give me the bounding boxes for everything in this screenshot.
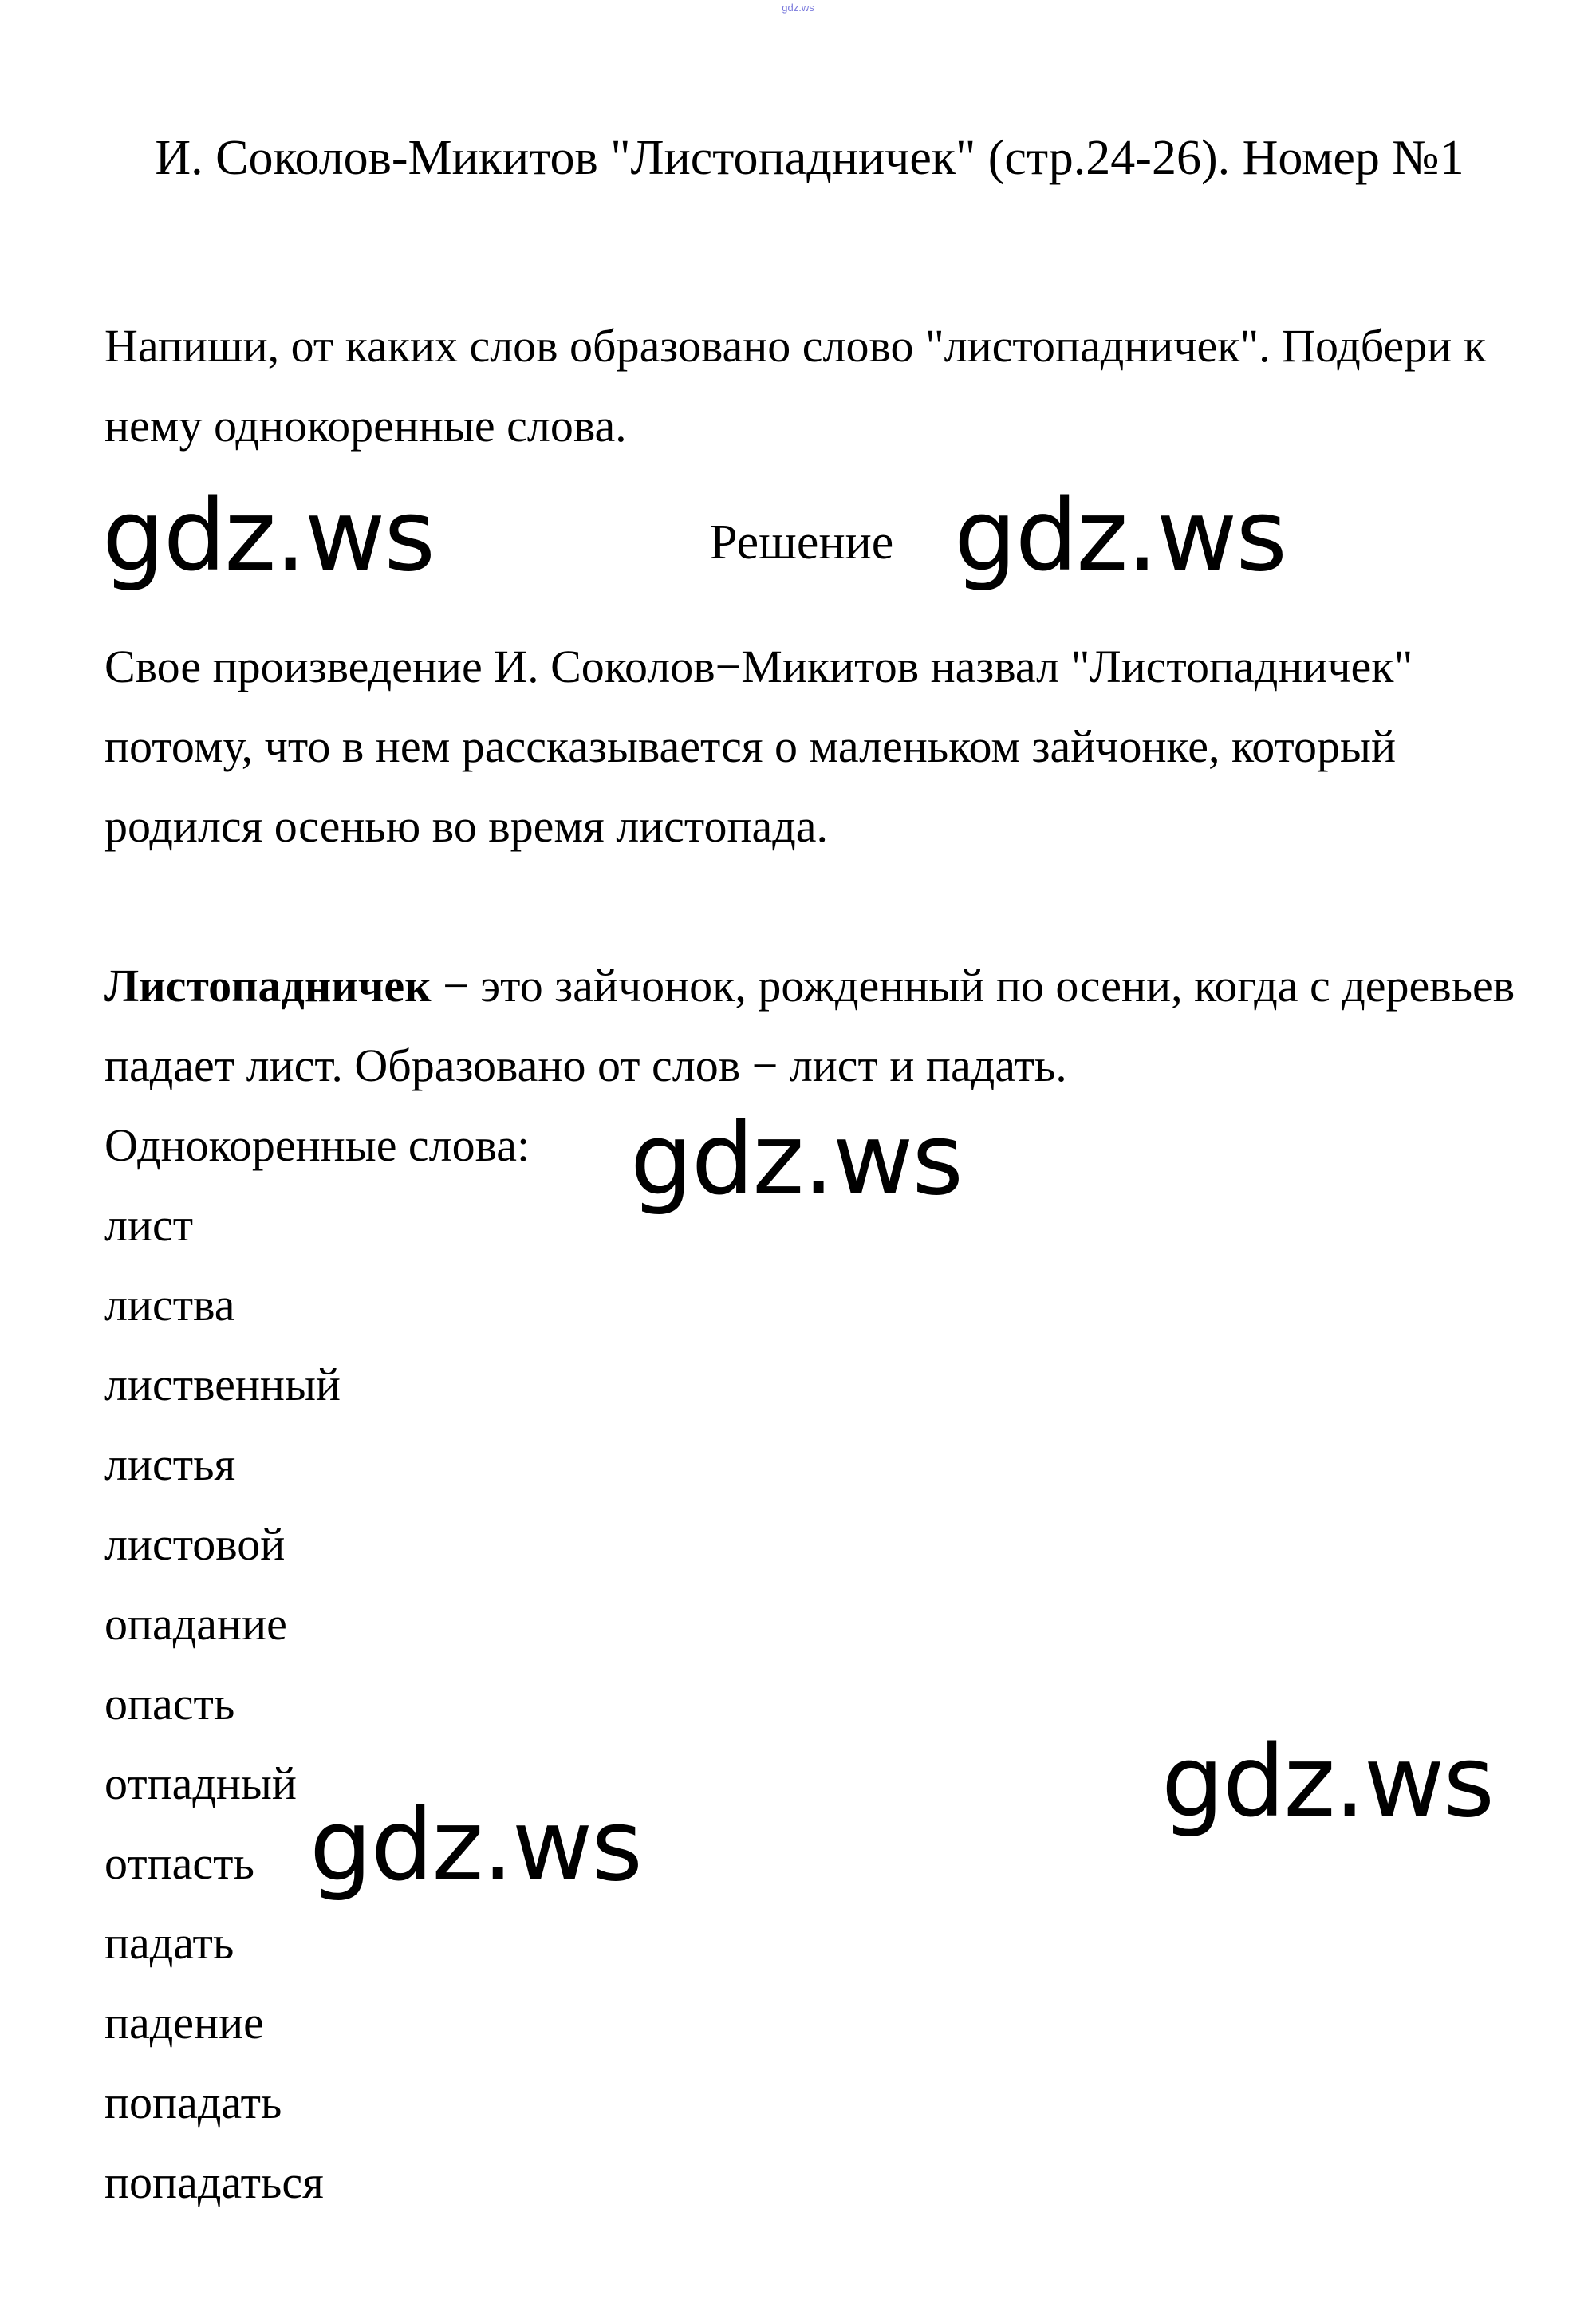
watermark: gdz.ws <box>954 479 1286 594</box>
list-item: отпасть <box>104 1837 254 1889</box>
watermark: gdz.ws <box>102 479 434 594</box>
definition-term: Листопадничек <box>104 960 432 1012</box>
list-item: попадаться <box>104 2156 324 2208</box>
definition-paragraph <box>104 946 1524 1106</box>
watermark: gdz.ws <box>1161 1725 1493 1840</box>
list-item: попадать <box>104 2076 282 2128</box>
answer-intro: Свое произведение И. Соколов−Микитов назвал "Листопадничек" потому, что в нем рассказывается о маленьком зайчонке, который родился осенью во время листопада. <box>104 641 1413 852</box>
watermark: gdz.ws <box>309 1789 641 1903</box>
solution-label: Решение <box>710 515 894 570</box>
list-item: лиственный <box>104 1359 341 1410</box>
list-item: листва <box>104 1279 235 1331</box>
watermark: gdz.ws <box>630 1102 962 1217</box>
related-words-heading: Однокоренные слова: <box>104 1119 530 1171</box>
header-watermark: gdz.ws <box>782 2 814 14</box>
related-words-list <box>104 1185 341 2222</box>
list-item: падение <box>104 1997 264 2049</box>
list-item: лист <box>104 1199 194 1251</box>
list-item: опадание <box>104 1598 287 1650</box>
list-item: листья <box>104 1438 236 1490</box>
list-item: опасть <box>104 1678 235 1729</box>
list-item: листовой <box>104 1518 286 1570</box>
list-item: отпадный <box>104 1757 297 1809</box>
list-item: падать <box>104 1917 234 1969</box>
task-text: Напиши, от каких слов образовано слово "листопадничек". Подбери к нему однокоренные слова. <box>104 320 1487 452</box>
page-title: И. Соколов-Микитов "Листопадничек" (стр.24-26). Номер №1 <box>155 131 1464 185</box>
definition-text: − это зайчонок, рожденный по осени, когда с деревьев падает лист. Образовано от слов − лист и падать. <box>104 960 1515 1091</box>
